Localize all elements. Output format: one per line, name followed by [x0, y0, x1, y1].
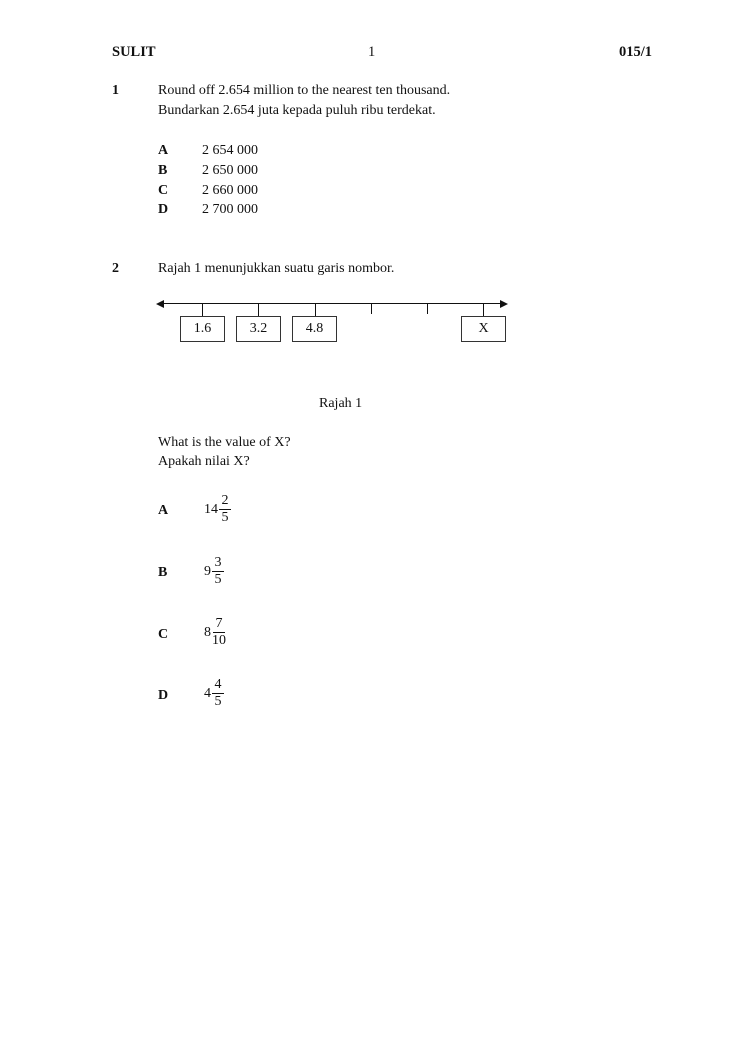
- fraction: [212, 617, 226, 648]
- mixed-fraction: [204, 678, 224, 709]
- denominator: 10: [212, 633, 226, 648]
- header-classification: SULIT: [112, 44, 156, 60]
- question-1-text-ms: Bundarkan 2.654 juta kepada puluh ribu terdekat.: [158, 103, 436, 118]
- option-value: 2 654 000: [202, 143, 258, 158]
- whole-number: 8: [204, 624, 211, 640]
- option-letter: B: [158, 163, 168, 178]
- whole-number: 4: [204, 685, 211, 701]
- tick-mark: [483, 304, 484, 316]
- fraction: [219, 494, 231, 525]
- whole-number: 9: [204, 563, 211, 579]
- tick-mark: [371, 304, 372, 314]
- paper-code: 015/1: [619, 44, 653, 60]
- denominator: 5: [214, 694, 222, 709]
- question-1-text-en: Round off 2.654 million to the nearest ten thousand.: [158, 83, 451, 98]
- arrow-right-icon: [500, 300, 508, 308]
- mixed-fraction: [204, 556, 224, 587]
- unknown-box: X: [461, 316, 506, 342]
- option-letter: C: [158, 627, 169, 642]
- option-letter: A: [158, 143, 169, 158]
- question-2-text-en: What is the value of X?: [158, 435, 291, 450]
- option-letter: C: [158, 183, 169, 198]
- question-1-number: 1: [112, 83, 119, 98]
- option-letter: D: [158, 688, 169, 703]
- numerator: 2: [219, 494, 231, 510]
- option-letter: B: [158, 565, 168, 580]
- option-letter: A: [158, 503, 169, 518]
- numerator: 7: [213, 617, 225, 633]
- denominator: 5: [214, 572, 222, 587]
- question-2-number: 2: [112, 261, 119, 276]
- option-value: 2 650 000: [202, 163, 258, 178]
- tick-mark: [315, 304, 316, 316]
- option-value: 2 660 000: [202, 183, 258, 198]
- numerator: 4: [212, 678, 224, 694]
- number-box: 3.2: [236, 316, 281, 342]
- question-2-intro: Rajah 1 menunjukkan suatu garis nombor.: [158, 261, 395, 276]
- number-box: 1.6: [180, 316, 225, 342]
- number-line-axis: [162, 303, 504, 304]
- option-letter: D: [158, 202, 169, 217]
- fraction: [212, 678, 224, 709]
- numerator: 3: [212, 556, 224, 572]
- number-box: 4.8: [292, 316, 337, 342]
- tick-mark: [202, 304, 203, 316]
- question-2-text-ms: Apakah nilai X?: [158, 454, 250, 469]
- mixed-fraction: [204, 617, 226, 648]
- page-number: 1: [368, 44, 376, 60]
- tick-mark: [258, 304, 259, 316]
- denominator: 5: [221, 510, 229, 525]
- diagram-caption: Rajah 1: [319, 396, 363, 411]
- mixed-fraction: [204, 494, 231, 525]
- option-value: 2 700 000: [202, 202, 258, 217]
- whole-number: 14: [204, 501, 218, 517]
- tick-mark: [427, 304, 428, 314]
- fraction: [212, 556, 224, 587]
